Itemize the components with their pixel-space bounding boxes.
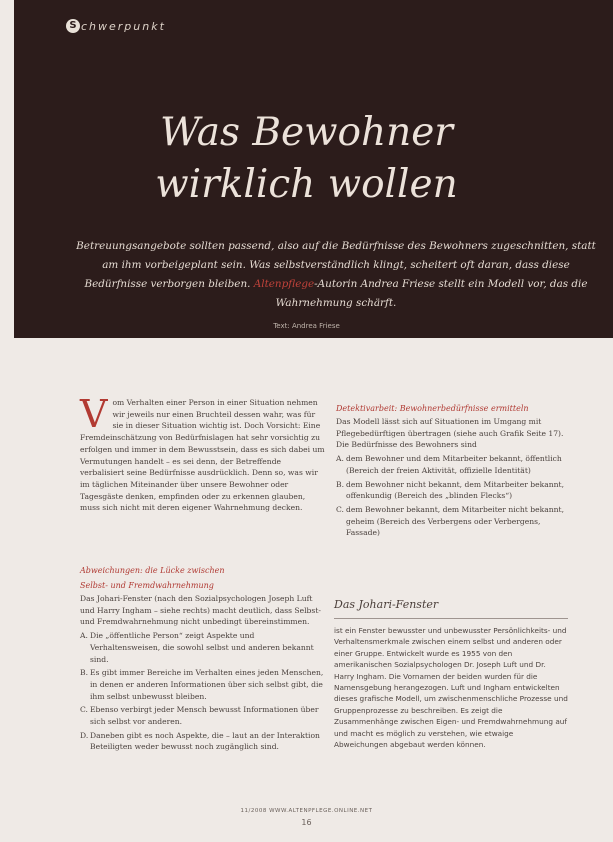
list-item <box>80 630 326 665</box>
detektivarbeit-list <box>336 453 564 539</box>
list-item-text: Es gibt immer Bereiche im Verhalten eines jeden Menschen, in denen er anderen Informationen über sich selbst gibt, die ihm selbst unbewusst bleiben. <box>90 668 324 701</box>
list-item <box>336 504 564 539</box>
list-item-text: dem Bewohner bekannt, dem Mitarbeiter nicht bekannt, geheim (Bereich des Verbergens oder Verbergens, Fassade) <box>346 504 564 538</box>
abweichungen-list <box>80 630 326 753</box>
abweichungen-heading-1: Abweichungen: die Lücke zwischen <box>80 566 225 575</box>
footer-url: 11/2008 WWW.ALTENPFLEGE.ONLINE.NET <box>240 808 373 814</box>
infobox-title: Das Johari-Fenster <box>334 598 568 619</box>
list-marker: D. <box>80 730 89 740</box>
headline-line-1: Was Bewohner <box>160 110 453 155</box>
list-item <box>336 479 564 502</box>
list-marker: C. <box>80 705 88 715</box>
list-item-text: dem Bewohner nicht bekannt, dem Mitarbeiter bekannt, offenkundig (Bereich des „blinden Flecks“) <box>346 479 564 501</box>
lead-text-after: -Autorin Andrea Friese stellt ein Modell vor, das die Wahrnehmung schärft. <box>275 278 588 309</box>
list-marker: B. <box>336 479 344 489</box>
list-item <box>336 453 564 476</box>
detektivarbeit-text: Das Modell lässt sich auf Situationen im Umgang mit Pflegebedürftigen übertragen (siehe auch Grafik Seite 17). Die Bedürfnisse des Bewohners sind <box>336 417 564 450</box>
list-item <box>80 667 326 702</box>
intro-paragraph <box>80 392 326 514</box>
detektivarbeit-heading: Detektivarbeit: Bewohnerbedürfnisse ermitteln <box>336 404 529 413</box>
list-item <box>80 704 326 727</box>
section-abweichungen <box>80 565 326 755</box>
abweichungen-text: Das Johari-Fenster (nach den Sozialpsychologen Joseph Luft und Harry Ingham – siehe rechts) macht deutlich, dass Selbst- und Fremdwahrnehmung nicht unbedingt übereinstimmen. <box>80 594 321 627</box>
list-marker: C. <box>336 504 344 514</box>
section-detektivarbeit <box>336 403 564 541</box>
abweichungen-heading-2: Selbst- und Fremdwahrnehmung <box>80 581 214 590</box>
infobox-text: ist ein Fenster bewusster und unbewusster Persönlichkeits- und Verhaltensmerkmale zwischen einem selbst und anderen oder einer Gruppe. Entwickelt wurde es 1955 von den amerikanischen Sozialpsychologen Dr. Joseph Luft und Dr. Harry Ingham. Die Vornamen der beiden wurden für die Namensgebung herangezogen. Luft und Ingham entwickelten dieses grafische Modell, um zwischenmenschliche Prozesse und Gruppenprozesse zu beschreiben. Es zeigt die Zusammenhänge zwischen Eigen- und Fremdwahrnehmung auf und macht es möglich zu verstehen, wie etwaige Abweichungen abgebaut werden können. <box>334 626 568 750</box>
list-item <box>80 730 326 753</box>
drop-cap: V <box>80 392 108 436</box>
lead-text-before: Betreuungsangebote sollten passend, also auf die Bedürfnisse des Bewohners zugeschnitten, statt am ihm vorbeigeplant sein. Was selbstverständlich klingt, scheitert oft daran, dass diese Bedürfnisse verborgen bleiben. <box>76 240 596 290</box>
byline: Text: Andrea Friese <box>273 322 340 330</box>
lead-paragraph <box>76 237 596 313</box>
tag-label: chwerpunkt <box>81 19 166 33</box>
headline-line-2: wirklich wollen <box>155 162 458 207</box>
list-marker: A. <box>336 454 344 464</box>
list-item-text: Die „öffentliche Person“ zeigt Aspekte und Verhaltensweisen, die sowohl selbst und anderen bekannt sind. <box>90 631 314 664</box>
list-item-text: Daneben gibt es noch Aspekte, die – laut an der Interaktion Beteiligten weder bewusst noch zugänglich sind. <box>90 730 320 752</box>
page-number: 16 <box>301 818 312 827</box>
intro-text: om Verhalten einer Person in einer Situation nehmen wir jeweils nur einen Bruchteil dessen wahr, was für sie in dieser Situation wichtig ist. Doch Vorsicht: Eine Fremdeinschätzung von Bedürfnislagen hat sehr vorsichtig zu erfolgen und immer in dem Bewusstsein, dass es sich dabei um Vermutungen handelt – es sei denn, der Betreffende verbalisiert seine Bedürfnisse ausdrücklich. Denn so, was wir im täglichen Miteinander über unsere Bewohner oder Tagesgäste denken, empfinden oder zu erkennen glauben, muss sich nicht mit deren eigener Wahrnehmung decken. <box>80 398 325 513</box>
johari-infobox <box>334 598 568 750</box>
list-marker: A. <box>80 631 88 641</box>
list-item-text: Ebenso verbirgt jeder Mensch bewusst Informationen über sich selbst vor anderen. <box>90 705 319 727</box>
lead-brand: Altenpflege <box>253 278 315 290</box>
section-tag <box>66 19 166 33</box>
tag-badge-icon: S <box>66 19 80 33</box>
list-marker: B. <box>80 668 88 678</box>
list-item-text: dem Bewohner und dem Mitarbeiter bekannt, öffentlich (Bereich der freien Aktivität, offizielle Identität) <box>346 454 562 475</box>
